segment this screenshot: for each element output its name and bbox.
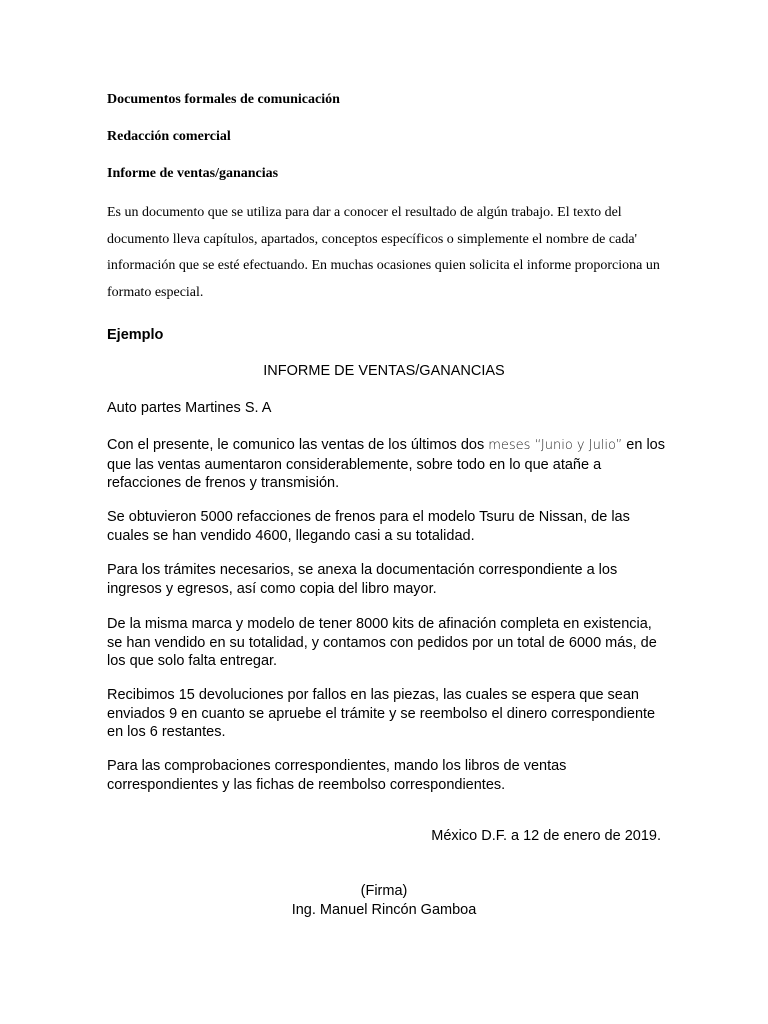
paragraph-sales-intro-part1: Con el presente, le comunico las ventas de los últimos dos: [107, 437, 489, 453]
signature-label: (Firma): [360, 883, 408, 899]
intro-paragraph: Es un documento que se utiliza para dar a conocer el resultado de algún trabajo. El texto del documento lleva capítulos, apartados, conceptos específicos o simplemente el nombre de cada' información que se esté efectuando. En muchas ocasiones quien solicita el informe proporciona un formato especial.: [107, 205, 660, 300]
paragraph-tuneup-kits: De la misma marca y modelo de tener 8000 kits de afinación completa en existencia, se han vendido en su totalidad, y contamos con pedidos por un total de 6000 más, de los que solo falta entregar.: [107, 616, 657, 669]
report-title: INFORME DE VENTAS/GANANCIAS: [263, 363, 505, 379]
date-line: México D.F. a 12 de enero de 2019.: [431, 828, 661, 844]
signature-block: [0, 882, 768, 919]
paragraph-sales-intro-months: meses “Junio y Julio”: [488, 438, 623, 453]
heading-document-types: Documentos formales de comunicación: [107, 92, 340, 107]
paragraph-documentation: Para los trámites necesarios, se anexa la documentación correspondiente a los ingresos y egresos, así como copia del libro mayor.: [107, 562, 618, 597]
example-label: Ejemplo: [107, 327, 164, 343]
paragraph-brakes: Se obtuvieron 5000 refacciones de frenos para el modelo Tsuru de Nissan, de las cuales se han vendido 4600, llegando casi a su totalidad.: [107, 509, 630, 544]
paragraph-sales-intro-part3: en los que las ventas aumentaron considerablemente, sobre todo en lo que atañe a refacciones de frenos y transmisión.: [107, 437, 665, 491]
heading-sales-report: Informe de ventas/ganancias: [107, 166, 279, 181]
heading-commercial-writing: Redacción comercial: [107, 129, 231, 144]
paragraph-returns: Recibimos 15 devoluciones por fallos en las piezas, las cuales se espera que sean enviados 9 en cuanto se apruebe el trámite y se reembolso el dinero correspondiente en los 6 restantes.: [107, 687, 656, 740]
signer-name: Ing. Manuel Rincón Gamboa: [291, 901, 477, 918]
paragraph-sales-intro: [107, 436, 667, 493]
company-name: Auto partes Martines S. A: [107, 400, 272, 416]
paragraph-verification: Para las comprobaciones correspondientes, mando los libros de ventas correspondientes y las fichas de reembolso correspondientes.: [107, 758, 567, 793]
